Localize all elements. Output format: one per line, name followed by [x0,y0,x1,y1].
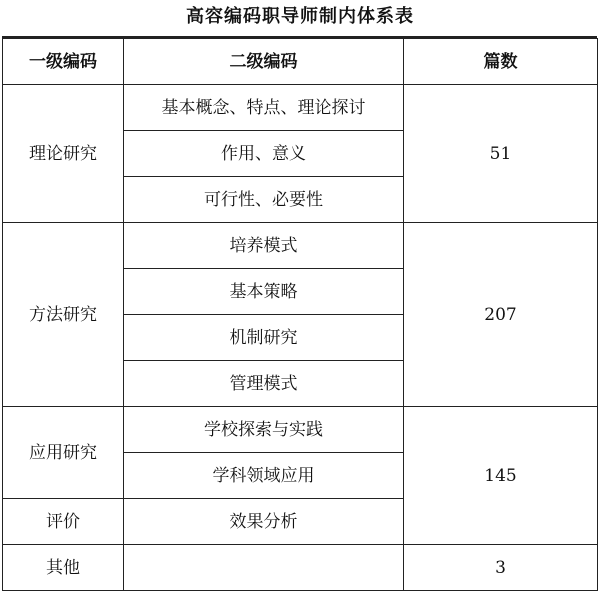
level2-cell: 机制研究 [124,315,404,361]
level1-cell: 应用研究 [3,407,124,499]
level2-cell [124,545,404,591]
count-cell: 3 [404,545,598,591]
level2-cell: 效果分析 [124,499,404,545]
table-row [3,545,598,591]
level2-cell: 基本概念、特点、理论探讨 [124,85,404,131]
table-row [3,223,598,269]
level2-cell: 作用、意义 [124,131,404,177]
header-level2: 二级编码 [124,39,404,85]
level2-cell: 学校探索与实践 [124,407,404,453]
table-row [3,85,598,131]
level2-cell: 管理模式 [124,361,404,407]
level2-cell: 可行性、必要性 [124,177,404,223]
header-count: 篇数 [404,39,598,85]
level2-cell: 基本策略 [124,269,404,315]
level1-cell: 方法研究 [3,223,124,407]
count-cell: 51 [404,85,598,223]
coding-system-table [2,38,598,591]
count-cell: 207 [404,223,598,407]
level1-cell: 评价 [3,499,124,545]
level2-cell: 培养模式 [124,223,404,269]
level2-cell: 学科领域应用 [124,453,404,499]
header-row [3,39,598,85]
table-title: 高容编码职导师制内体系表 [186,6,414,27]
level1-cell: 其他 [3,545,124,591]
count-cell: 145 [404,407,598,545]
table-row [3,407,598,453]
header-level1: 一级编码 [3,39,124,85]
level1-cell: 理论研究 [3,85,124,223]
